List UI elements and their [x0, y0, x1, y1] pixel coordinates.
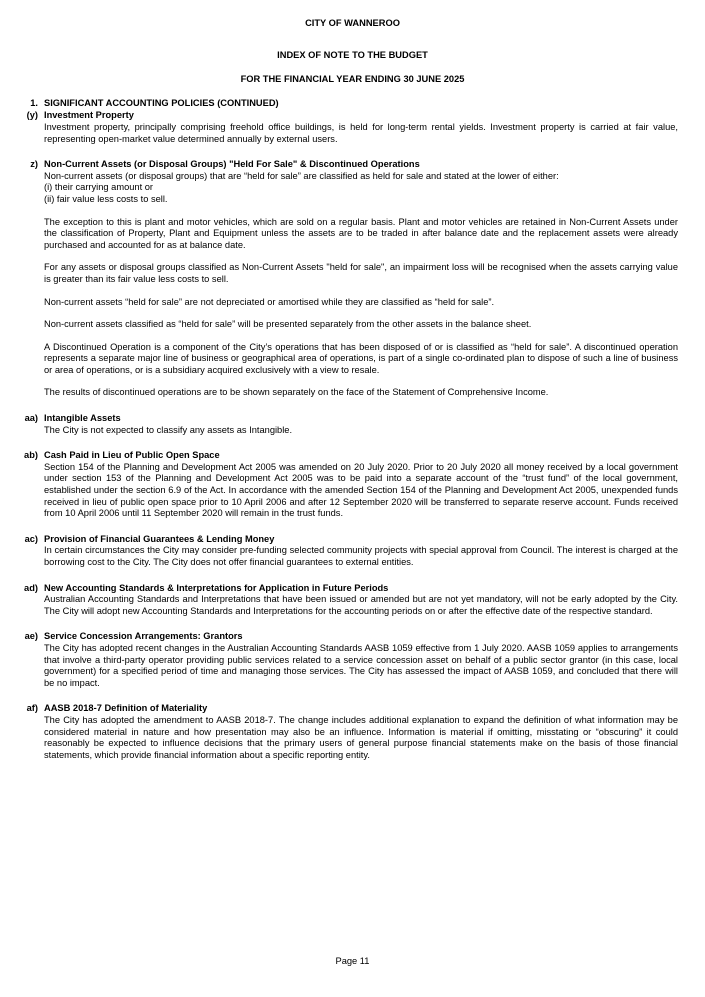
section-ac-heading: Provision of Financial Guarantees & Lending Money: [44, 533, 275, 544]
section-z-heading: Non-Current Assets (or Disposal Groups) "Held For Sale" & Discontinued Operations: [44, 159, 420, 170]
section-aa-label: aa): [24, 413, 38, 424]
paragraph: The results of discontinued operations are to be shown separately on the face of the Statement of Comprehensive Income.: [44, 387, 549, 398]
doc-org-title: CITY OF WANNEROO: [305, 18, 400, 28]
section-ab: [24, 450, 678, 520]
section-ab-label: ab): [24, 450, 38, 461]
section-ac-label: ac): [24, 533, 38, 544]
paragraph: The City is not expected to classify any assets as Intangible.: [44, 424, 293, 435]
paragraph: For any assets or disposal groups classified as Non-Current Assets "held for sale", an impairment loss will be recognised when the assets carrying value is greater than its fair value less costs to sell.: [44, 262, 678, 284]
paragraph: The City has adopted the amendment to AASB 2018-7. The change includes additional explanation to expand the definition of what information may be considered material in nature and how presentation may also be an influence. Information is material if omitting, misstating or “obscuring” it could reasonably be expected to influence decisions that the primary users of general purpose financial statements make on the basis of those financial statements, which provide financial information about a specific reporting entity.: [44, 714, 678, 760]
document-body: [24, 97, 678, 762]
main-heading-text: SIGNIFICANT ACCOUNTING POLICIES (CONTINUED): [44, 97, 279, 108]
paragraph: Non-current assets “held for sale” are not depreciated or amortised while they are classified as “held for sale”.: [44, 296, 495, 307]
paragraph: Non-current assets classified as “held for sale” will be presented separately from the other assets in the balance sheet.: [44, 319, 532, 330]
paragraph: Section 154 of the Planning and Development Act 2005 was amended on 20 July 2020. Prior to 20 July 2020 all money received by a local government under section 153 of the Planning and Development Act 2005 was to be paid into a separate account of the “trust fund” of the local government, established under the section 6.9 of the Act. In accordance with the amended Section 154 of the Planning and Development Act 2005, unexpended funds received in lieu of public open space prior to 10 April 2006 and after 12 September 2020 will be transferred to separate reserve account. Funds received from 10 April 2006 until 11 September 2020 will remain in the trust funds.: [44, 461, 678, 519]
section-af: [26, 703, 678, 761]
paragraph: The City has adopted recent changes in the Australian Accounting Standards AASB 1059 effective from 1 July 2020. AASB 1059 applies to arrangements that involve a third-party operator providing public services related to a service concession asset on behalf of a public sector grantor (in this case, local government) for a specified period of time and managing those services. The City has assessed the impact of AASB 1059, and concluded that there will be no impact.: [44, 642, 678, 688]
paragraph: The exception to this is plant and motor vehicles, which are sold on a regular basis. Plant and motor vehicles are retained in Non-Current Assets under the classification of Property, Plant and Equipment unless the assets are to be traded in after balance date and the replacement assets were already purchased and accounted for as at balance date.: [44, 216, 678, 250]
section-ad: [24, 582, 678, 618]
section-af-label: af): [26, 703, 38, 714]
section-ae-heading: Service Concession Arrangements: Grantors: [44, 631, 243, 642]
paragraph: A Discontinued Operation is a component of the City’s operations that has been disposed of or is classified as “held for sale”. A discontinued operation represents a separate major line of business or geographical area of operations, is part of a single co-ordinated plan to dispose of such a line of business or area of operations, or is a subsidiary acquired exclusively with a view to resale.: [44, 341, 678, 375]
main-heading: [30, 97, 678, 110]
section-ae: [24, 631, 678, 689]
section-z: [30, 159, 678, 399]
doc-period-line: FOR THE FINANCIAL YEAR ENDING 30 JUNE 2025: [240, 74, 465, 85]
document-header: [0, 0, 705, 86]
doc-title: INDEX OF NOTE TO THE BUDGET: [277, 49, 428, 60]
section-z-label: z): [30, 159, 38, 170]
paragraph: In certain circumstances the City may consider pre-funding selected community projects with special approval from Council. The interest is charged at the borrowing cost to the City. The City does not offer financial guarantees to external entities.: [44, 545, 678, 567]
list-item-ii: (ii) fair value less costs to sell.: [44, 193, 168, 204]
paragraph: Non-current assets (or disposal groups) that are “held for sale” are classified as held for sale and stated at the lower of either:: [44, 170, 559, 181]
section-y: [26, 110, 678, 145]
section-ad-label: ad): [24, 582, 38, 593]
section-af-heading: AASB 2018-7 Definition of Materiality: [44, 703, 208, 714]
section-ad-heading: New Accounting Standards & Interpretations for Application in Future Periods: [44, 582, 389, 593]
paragraph: Australian Accounting Standards and Interpretations that have been issued or amended but are not yet mandatory, will not be early adopted by the City. The City will adopt new Accounting Standards and Interpretations for the accounting periods on or after the effective date of the respective standard.: [44, 594, 678, 616]
list-item-i: (i) their carrying amount or: [44, 182, 154, 193]
paragraph: Investment property, principally comprising freehold office buildings, is held for long-term rental yields. Investment property is carried at fair value, representing open-market value determined annually by external users.: [44, 121, 678, 144]
main-heading-number: 1.: [30, 97, 38, 108]
section-aa: [24, 413, 678, 436]
page-number: Page 11: [335, 956, 370, 966]
section-ab-heading: Cash Paid in Lieu of Public Open Space: [44, 450, 220, 461]
section-y-heading: Investment Property: [44, 110, 134, 121]
section-ac: [24, 533, 678, 569]
section-y-label: (y): [26, 110, 38, 121]
section-ae-label: ae): [24, 631, 38, 642]
section-aa-heading: Intangible Assets: [44, 413, 121, 424]
